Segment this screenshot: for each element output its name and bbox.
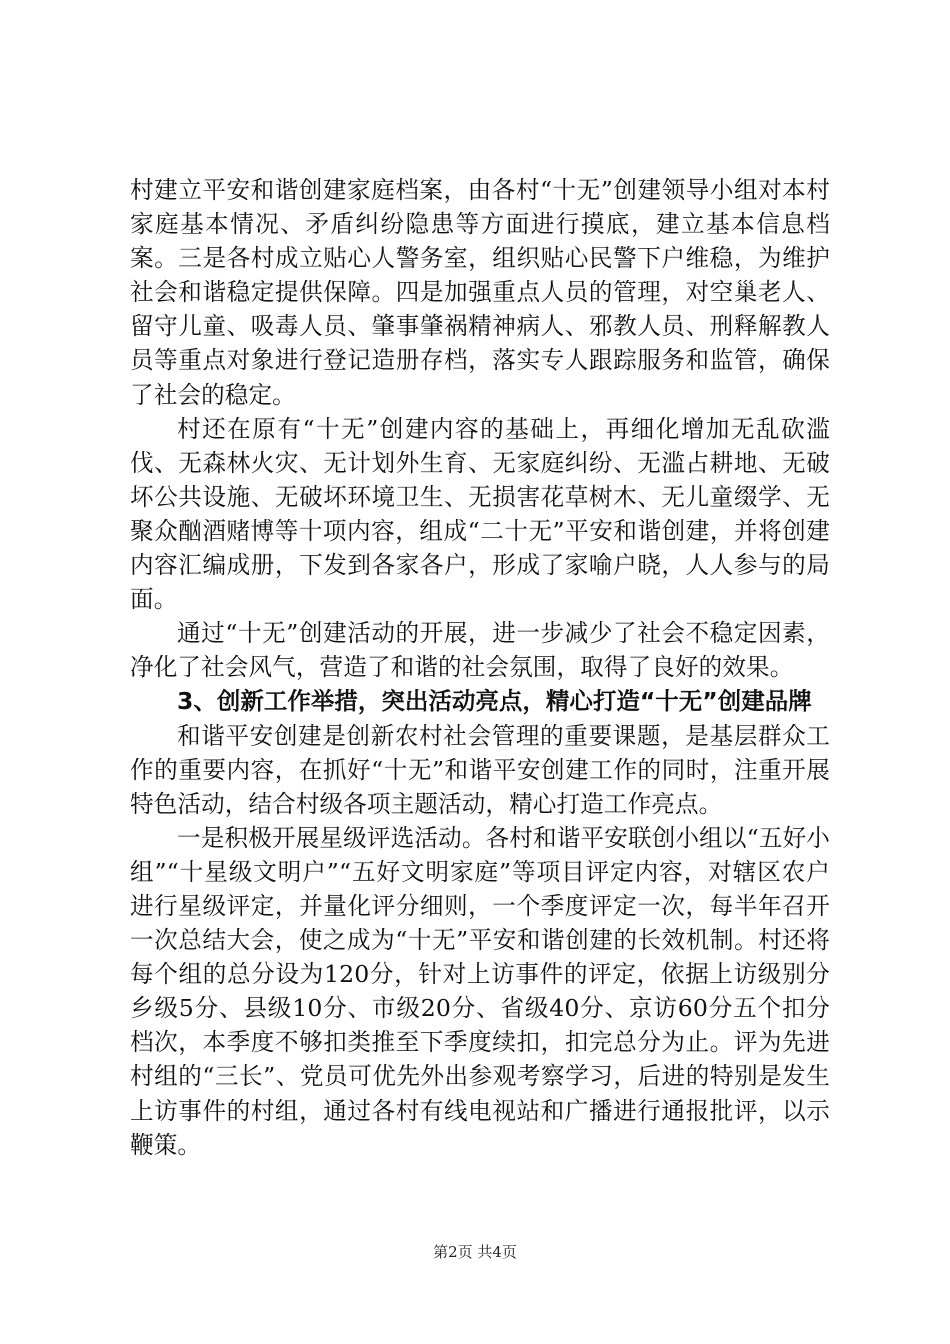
paragraph-twenty-no: 村还在原有“十无”创建内容的基础上，再细化增加无乱砍滥伐、无森林火灾、无计划外生育、无家庭纠纷、无滥占耕地、无破坏公共设施、无破坏环境卫生、无损害花草树木、无儿童缀学、无聚众酗酒赌博等十项内容，组成“二十无”平安和谐创建，并将创建内容汇编成册，下发到各家各户，形成了家喻户晓，人人参与的局面。: [130, 414, 830, 614]
document-body: [130, 173, 830, 1162]
paragraph-results: 通过“十无”创建活动的开展，进一步减少了社会不稳定因素，净化了社会风气，营造了和谐的社会氛围，取得了良好的效果。: [130, 619, 830, 682]
page-footer: 第2页 共4页: [433, 1243, 517, 1261]
paragraph-innovation-intro: 和谐平安创建是创新农村社会管理的重要课题，是基层群众工作的重要内容，在抓好“十无”和谐平安创建工作的同时，注重开展特色活动，结合村级各项主题活动，精心打造工作亮点。: [130, 721, 830, 818]
paragraph-star-rating: 一是积极开展星级评选活动。各村和谐平安联创小组以“五好小组”“十星级文明户”“五好文明家庭”等项目评定内容，对辖区农户进行星级评定，并量化评分细则，一个季度评定一次，每半年召开一次总结大会，使之成为“十无”平安和谐创建的长效机制。村还将每个组的总分设为120分，针对上访事件的评定，依据上访级别分乡级5分、县级10分、市级20分、省级40分、京访60分五个扣分档次，本季度不够扣类推至下季度续扣，扣完总分为止。评为先进村组的“三长”、党员可优先外出参观考察学习，后进的特别是发生上访事件的村组，通过各村有线电视站和广播进行通报批评，以示鞭策。: [130, 823, 830, 1159]
section-heading: 3、创新工作举措，突出活动亮点，精心打造“十无”创建品牌: [177, 687, 812, 716]
paragraph-archive-continuation: 村建立平安和谐创建家庭档案，由各村“十无”创建领导小组对本村家庭基本情况、矛盾纠纷隐患等方面进行摸底，建立基本信息档案。三是各村成立贴心人警务室，组织贴心民警下户维稳，为维护社会和谐稳定提供保障。四是加强重点人员的管理，对空巢老人、留守儿童、吸毒人员、肇事肇祸精神病人、邪教人员、刑释解教人员等重点对象进行登记造册存档，落实专人跟踪服务和监管，确保了社会的稳定。: [130, 176, 830, 409]
